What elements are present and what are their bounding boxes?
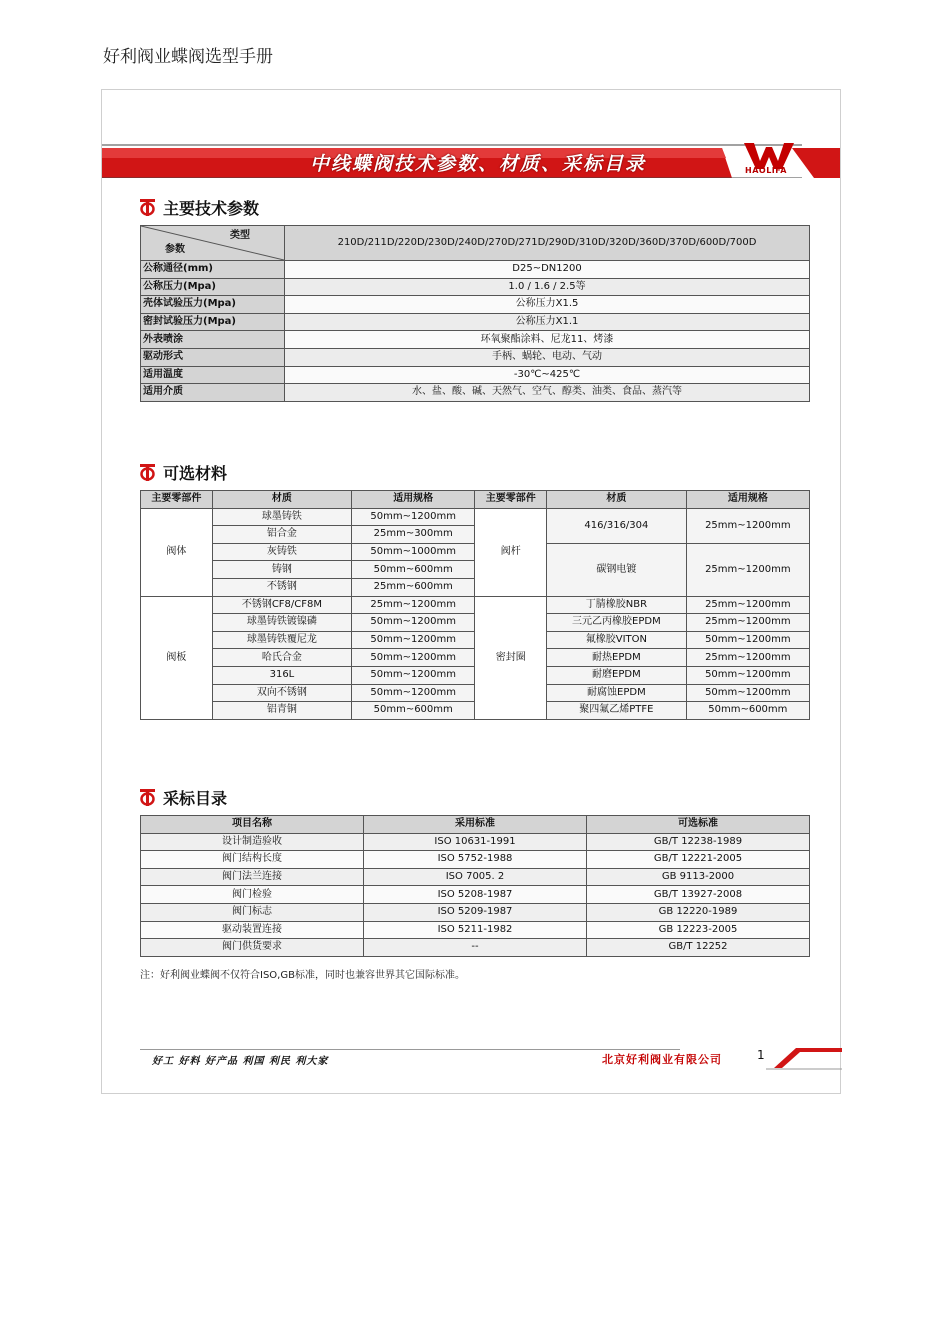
table-header-row bbox=[141, 226, 810, 261]
adopted-standard-cell: ISO 5211-1982 bbox=[364, 921, 587, 939]
material-cell: 球墨铸铁 bbox=[212, 508, 351, 526]
table-header-row bbox=[141, 816, 810, 834]
spec-cell: 50mm~1200mm bbox=[686, 666, 809, 684]
table-row bbox=[141, 296, 810, 314]
row-label: 公称压力(Mpa) bbox=[141, 278, 285, 296]
materials-table bbox=[140, 490, 810, 720]
spec-cell: 25mm~1200mm bbox=[686, 596, 809, 614]
material-cell: 316L bbox=[212, 666, 351, 684]
table-row bbox=[141, 596, 810, 614]
section-parameters-heading bbox=[140, 196, 259, 219]
adopted-standard-cell: ISO 10631-1991 bbox=[364, 833, 587, 851]
diagonal-header-cell bbox=[141, 226, 285, 261]
table-row bbox=[141, 348, 810, 366]
section-standards-heading bbox=[140, 786, 227, 809]
row-label: 密封试验压力(Mpa) bbox=[141, 313, 285, 331]
table-header-row bbox=[141, 491, 810, 509]
material-cell: 碳钢电镀 bbox=[547, 543, 687, 596]
material-cell: 哈氏合金 bbox=[212, 649, 351, 667]
spec-cell: 50mm~1200mm bbox=[352, 614, 475, 632]
material-cell: 耐磨EPDM bbox=[547, 666, 687, 684]
standards-table bbox=[140, 815, 810, 957]
material-cell: 聚四氟乙烯PTFE bbox=[547, 702, 687, 720]
column-header: 主要零部件 bbox=[475, 491, 547, 509]
header-models: 210D/211D/220D/230D/240D/270D/271D/290D/310D/320D/360D/370D/600D/700D bbox=[285, 226, 810, 261]
table-row bbox=[141, 384, 810, 402]
spec-cell: 50mm~600mm bbox=[352, 561, 475, 579]
material-cell: 铝合金 bbox=[212, 526, 351, 544]
spec-cell: 50mm~600mm bbox=[686, 702, 809, 720]
material-cell: 不锈钢 bbox=[212, 578, 351, 596]
page-number: 1 bbox=[757, 1048, 765, 1062]
parameters-table bbox=[140, 225, 810, 402]
part-name: 密封圈 bbox=[475, 596, 547, 719]
row-value: 公称压力X1.5 bbox=[285, 296, 810, 314]
footnote: 注：好利阀业蝶阀不仅符合ISO,GB标准，同时也兼容世界其它国际标准。 bbox=[140, 970, 465, 981]
row-label: 适用介质 bbox=[141, 384, 285, 402]
footer-slogan: 好工 好料 好产品 利国 利民 利大家 bbox=[152, 1056, 329, 1067]
adopted-standard-cell: ISO 5752-1988 bbox=[364, 851, 587, 869]
spec-cell: 50mm~1200mm bbox=[686, 684, 809, 702]
header-type-label: 类型 bbox=[230, 230, 250, 241]
row-value: 环氧聚酯涂料、尼龙11、烤漆 bbox=[285, 331, 810, 349]
item-name-cell: 阀门法兰连接 bbox=[141, 868, 364, 886]
section-bullet-icon bbox=[140, 464, 155, 481]
spec-cell: 50mm~1200mm bbox=[352, 631, 475, 649]
material-cell: 铝青铜 bbox=[212, 702, 351, 720]
material-cell: 丁腈橡胶NBR bbox=[547, 596, 687, 614]
material-cell: 铸钢 bbox=[212, 561, 351, 579]
spec-cell: 50mm~1200mm bbox=[352, 666, 475, 684]
optional-standard-cell: GB/T 12221-2005 bbox=[587, 851, 810, 869]
section-bullet-icon bbox=[140, 199, 155, 216]
table-row bbox=[141, 886, 810, 904]
spec-cell: 25mm~1200mm bbox=[686, 614, 809, 632]
optional-standard-cell: GB 9113-2000 bbox=[587, 868, 810, 886]
section-title: 可选材料 bbox=[163, 464, 228, 483]
row-value: 1.0 / 1.6 / 2.5等 bbox=[285, 278, 810, 296]
optional-standard-cell: GB 12220-1989 bbox=[587, 903, 810, 921]
spec-cell: 50mm~1200mm bbox=[352, 684, 475, 702]
material-cell: 三元乙丙橡胶EPDM bbox=[547, 614, 687, 632]
column-header: 材质 bbox=[547, 491, 687, 509]
adopted-standard-cell: ISO 5208-1987 bbox=[364, 886, 587, 904]
material-cell: 416/316/304 bbox=[547, 508, 687, 543]
item-name-cell: 阀门供货要求 bbox=[141, 939, 364, 957]
section-title: 主要技术参数 bbox=[163, 199, 260, 218]
table-row bbox=[141, 278, 810, 296]
column-header: 可选标准 bbox=[587, 816, 810, 834]
spec-cell: 50mm~1200mm bbox=[352, 649, 475, 667]
spec-cell: 25mm~600mm bbox=[352, 578, 475, 596]
row-value: 公称压力X1.1 bbox=[285, 313, 810, 331]
spec-cell: 25mm~300mm bbox=[352, 526, 475, 544]
item-name-cell: 设计制造验收 bbox=[141, 833, 364, 851]
item-name-cell: 阀门标志 bbox=[141, 903, 364, 921]
section-bullet-icon bbox=[140, 789, 155, 806]
adopted-standard-cell: ISO 7005. 2 bbox=[364, 868, 587, 886]
spec-cell: 25mm~1200mm bbox=[686, 543, 809, 596]
material-cell: 球墨铸铁镀镍磷 bbox=[212, 614, 351, 632]
footer-company: 北京好利阀业有限公司 bbox=[602, 1053, 722, 1066]
column-header: 材质 bbox=[212, 491, 351, 509]
table-row bbox=[141, 508, 810, 526]
material-cell: 耐热EPDM bbox=[547, 649, 687, 667]
row-label: 壳体试验压力(Mpa) bbox=[141, 296, 285, 314]
optional-standard-cell: GB/T 12238-1989 bbox=[587, 833, 810, 851]
row-label: 驱动形式 bbox=[141, 348, 285, 366]
spec-cell: 25mm~1200mm bbox=[686, 649, 809, 667]
material-cell: 球墨铸铁覆尼龙 bbox=[212, 631, 351, 649]
table-row bbox=[141, 331, 810, 349]
diagonal-line bbox=[141, 226, 284, 260]
document-title: 好利阀业蝶阀选型手册 bbox=[103, 47, 273, 67]
material-cell: 灰铸铁 bbox=[212, 543, 351, 561]
section-title: 采标目录 bbox=[163, 789, 228, 808]
table-row bbox=[141, 921, 810, 939]
column-header: 适用规格 bbox=[686, 491, 809, 509]
table-row bbox=[141, 851, 810, 869]
spec-cell: 50mm~1200mm bbox=[686, 631, 809, 649]
spec-cell: 50mm~1000mm bbox=[352, 543, 475, 561]
item-name-cell: 阀门检验 bbox=[141, 886, 364, 904]
table-row bbox=[141, 939, 810, 957]
material-cell: 耐腐蚀EPDM bbox=[547, 684, 687, 702]
row-value: 手柄、蜗轮、电动、气动 bbox=[285, 348, 810, 366]
section-materials-heading bbox=[140, 461, 227, 484]
part-name: 阀杆 bbox=[475, 508, 547, 596]
optional-standard-cell: GB/T 12252 bbox=[587, 939, 810, 957]
table-row bbox=[141, 868, 810, 886]
row-label: 公称通径(mm) bbox=[141, 261, 285, 279]
column-header: 主要零部件 bbox=[141, 491, 213, 509]
footer-swoosh-decoration bbox=[766, 1042, 842, 1070]
spec-cell: 25mm~1200mm bbox=[352, 596, 475, 614]
optional-standard-cell: GB/T 13927-2008 bbox=[587, 886, 810, 904]
material-cell: 氟橡胶VITON bbox=[547, 631, 687, 649]
item-name-cell: 阀门结构长度 bbox=[141, 851, 364, 869]
column-header: 适用规格 bbox=[352, 491, 475, 509]
table-row bbox=[141, 261, 810, 279]
spec-cell: 50mm~600mm bbox=[352, 702, 475, 720]
table-row bbox=[141, 903, 810, 921]
spec-cell: 25mm~1200mm bbox=[686, 508, 809, 543]
material-cell: 不锈钢CF8/CF8M bbox=[212, 596, 351, 614]
column-header: 采用标准 bbox=[364, 816, 587, 834]
table-row bbox=[141, 313, 810, 331]
table-row bbox=[141, 366, 810, 384]
part-name: 阀板 bbox=[141, 596, 213, 719]
banner-title: 中线蝶阀技术参数、材质、采标目录 bbox=[310, 153, 647, 175]
spec-cell: 50mm~1200mm bbox=[352, 508, 475, 526]
row-value: 水、盐、酸、碱、天然气、空气、醇类、油类、食品、蒸汽等 bbox=[285, 384, 810, 402]
adopted-standard-cell: ISO 5209-1987 bbox=[364, 903, 587, 921]
adopted-standard-cell: -- bbox=[364, 939, 587, 957]
column-header: 项目名称 bbox=[141, 816, 364, 834]
item-name-cell: 驱动装置连接 bbox=[141, 921, 364, 939]
material-cell: 双向不锈钢 bbox=[212, 684, 351, 702]
table-row bbox=[141, 833, 810, 851]
row-value: D25~DN1200 bbox=[285, 261, 810, 279]
header-param-label: 参数 bbox=[165, 244, 185, 255]
row-label: 外表喷涂 bbox=[141, 331, 285, 349]
part-name: 阀体 bbox=[141, 508, 213, 596]
catalog-page bbox=[101, 89, 841, 1094]
logo-text: HAOLIFA bbox=[745, 166, 787, 175]
optional-standard-cell: GB 12223-2005 bbox=[587, 921, 810, 939]
row-value: -30℃~425℃ bbox=[285, 366, 810, 384]
row-label: 适用温度 bbox=[141, 366, 285, 384]
footer-divider bbox=[140, 1049, 680, 1050]
